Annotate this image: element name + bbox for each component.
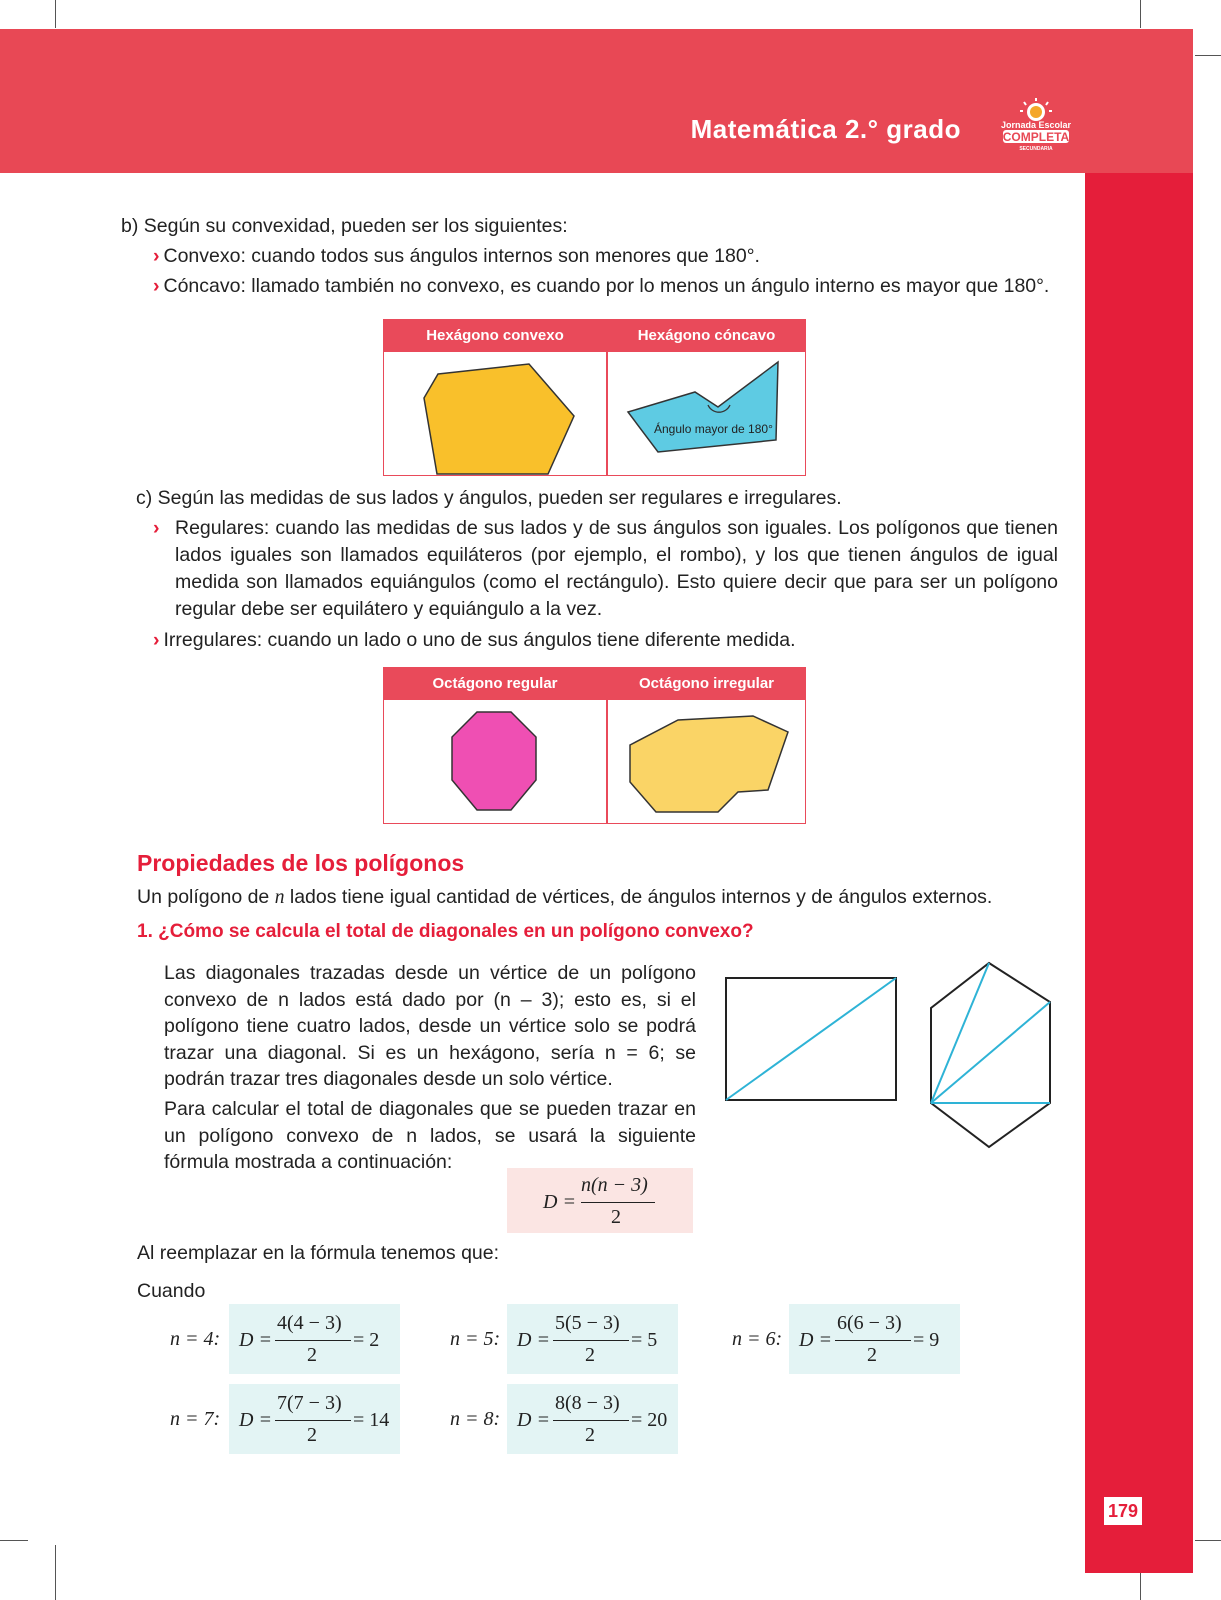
- bullet-icon: ›: [153, 245, 160, 267]
- table-header-convex: Hexágono convexo: [384, 320, 606, 352]
- example-result: = 5: [631, 1329, 658, 1351]
- angle-label: Ángulo mayor de 180°: [654, 422, 773, 436]
- crop-mark: [55, 1545, 56, 1600]
- crop-mark: [0, 1540, 28, 1541]
- section-b-bullet-concave: › Cóncavo: llamado también no convexo, es cuando por lo menos un ángulo interno es mayor que 180°.: [153, 275, 1050, 297]
- fraction-bar: [553, 1420, 629, 1421]
- bullet-icon: ›: [153, 629, 160, 651]
- example-lhs: D =: [517, 1409, 550, 1431]
- question-1: 1. ¿Cómo se calcula el total de diagonales en un polígono convexo?: [137, 921, 754, 942]
- example-result: = 2: [353, 1329, 380, 1351]
- bullet-icon: ›: [153, 275, 160, 297]
- fraction-bar: [553, 1340, 629, 1341]
- formula-denominator: 2: [611, 1206, 621, 1228]
- example-numerator: 5(5 − 3): [555, 1312, 620, 1334]
- section-c-bullet-irregular: › Irregulares: cuando un lado o uno de sus ángulos tiene diferente medida.: [153, 629, 796, 651]
- cuando-label: Cuando: [137, 1280, 206, 1302]
- svg-text:SECUNDARIA: SECUNDARIA: [1019, 146, 1053, 152]
- example-formula-box: [229, 1304, 400, 1374]
- example-result: = 20: [631, 1409, 668, 1431]
- section-b-bullet-convex: › Convexo: cuando todos sus ángulos internos son menores que 180°.: [153, 245, 760, 267]
- example-numerator: 8(8 − 3): [555, 1392, 620, 1414]
- convex-hexagon: [384, 352, 606, 475]
- crop-mark: [1140, 0, 1141, 28]
- crop-mark: [1195, 55, 1221, 56]
- fraction-bar: [275, 1420, 351, 1421]
- section-c-intro: c) Según las medidas de sus lados y ángulos, pueden ser regulares e irregulares.: [136, 487, 842, 509]
- svg-text:Jornada Escolar: Jornada Escolar: [1000, 120, 1072, 130]
- regular-definition: Regulares: cuando las medidas de sus lados y de sus ángulos son iguales. Los polígonos que tienen lados iguales son llamados equiláteros (por ejemplo, el rombo), y los que tienen ángulos de igual medida son llamados equiángulos (como el rectángulo). Esto quiere decir que para ser un polígono regular debe ser equilátero y equiángulo a la vez.: [175, 517, 1058, 620]
- table-header-regular: Octágono regular: [384, 668, 606, 700]
- example-numerator: 7(7 − 3): [277, 1392, 342, 1414]
- diagonal-formula-box: [507, 1168, 693, 1233]
- example-label: n = 6:: [732, 1328, 783, 1350]
- example-lhs: D =: [517, 1329, 550, 1351]
- example-numerator: 6(6 − 3): [837, 1312, 902, 1334]
- formula-lhs: D =: [543, 1191, 576, 1213]
- irregular-octagon: [608, 700, 805, 823]
- fraction-bar: [835, 1340, 911, 1341]
- example-denominator: 2: [867, 1344, 877, 1366]
- concave-hexagon: [608, 352, 805, 475]
- replace-text: Al reemplazar en la fórmula tenemos que:: [137, 1242, 500, 1264]
- diagonals-paragraph-1: Las diagonales trazadas desde un vértice de un polígono convexo de n lados está dado por (n – 3); esto es, si el polígono tiene cuatro lados, desde un vértice solo se podrá trazar una diagonal. Si es un hexágono, sería n = 6; se podrán trazar tres diagonales desde un solo vértice.: [164, 962, 696, 1090]
- properties-heading: Propiedades de los polígonos: [137, 850, 465, 876]
- example-label: n = 8:: [450, 1408, 501, 1430]
- section-b-intro: b) Según su convexidad, pueden ser los siguientes:: [121, 215, 568, 237]
- example-numerator: 4(4 − 3): [277, 1312, 342, 1334]
- example-formula-box: [507, 1304, 678, 1374]
- example-denominator: 2: [585, 1344, 595, 1366]
- crop-mark: [1195, 1540, 1221, 1541]
- example-result: = 9: [913, 1329, 940, 1351]
- school-logo: [996, 98, 1076, 154]
- example-label: n = 4:: [170, 1328, 221, 1350]
- properties-intro: Un polígono de n lados tiene igual cantidad de vértices, de ángulos internos y de ángulos externos.: [137, 886, 993, 908]
- page-number: 179: [1104, 1497, 1142, 1525]
- page-title: Matemática 2.° grado: [690, 114, 961, 144]
- example-formula-box: [789, 1304, 960, 1374]
- rectangle-diagonal-figure: [724, 976, 900, 1104]
- regular-octagon: [384, 700, 606, 823]
- fraction-bar: [581, 1202, 655, 1203]
- side-band: [1085, 173, 1193, 1573]
- svg-text:COMPLETA: COMPLETA: [1002, 130, 1070, 144]
- fraction-bar: [275, 1340, 351, 1341]
- example-lhs: D =: [239, 1409, 272, 1431]
- crop-mark: [55, 0, 56, 28]
- example-label: n = 5:: [450, 1328, 501, 1350]
- example-formula-box: [507, 1384, 678, 1454]
- hexagon-diagonals-figure: [926, 960, 1056, 1152]
- octagon-table: [383, 667, 806, 824]
- table-header-concave: Hexágono cóncavo: [608, 320, 805, 352]
- table-header-irregular: Octágono irregular: [608, 668, 805, 700]
- bullet-icon: ›: [153, 517, 160, 539]
- example-denominator: 2: [585, 1424, 595, 1446]
- example-label: n = 7:: [170, 1408, 221, 1430]
- diagonals-paragraph-2: Para calcular el total de diagonales que se pueden trazar en un polígono convexo de n lados, se usará la siguiente fórmula mostrada a continuación:: [164, 1098, 696, 1173]
- hexagon-table: [383, 319, 806, 476]
- example-lhs: D =: [799, 1329, 832, 1351]
- example-lhs: D =: [239, 1329, 272, 1351]
- example-result: = 14: [353, 1409, 390, 1431]
- formula-numerator: n(n − 3): [581, 1174, 648, 1196]
- example-formula-box: [229, 1384, 400, 1454]
- example-denominator: 2: [307, 1424, 317, 1446]
- example-denominator: 2: [307, 1344, 317, 1366]
